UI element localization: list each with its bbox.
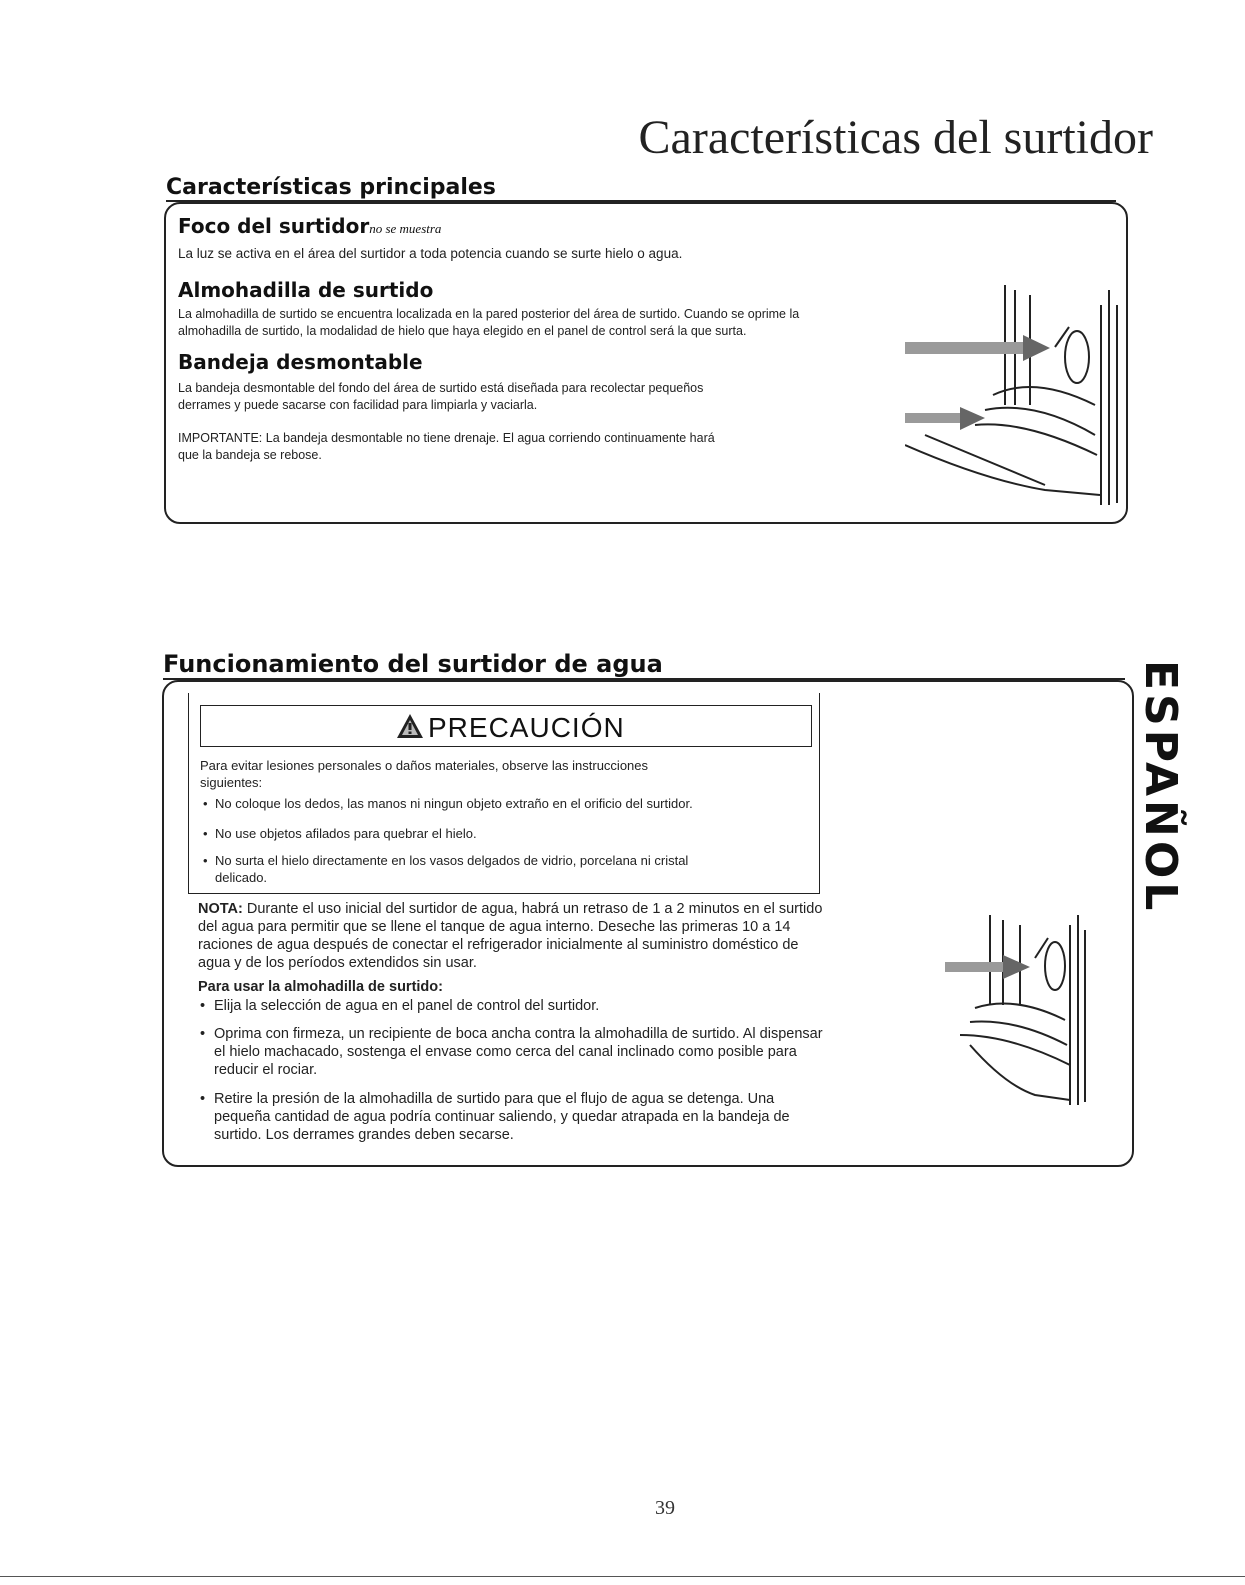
water-section-title: Funcionamiento del surtidor de agua [163, 650, 663, 678]
dispenser-illustration [905, 285, 1130, 510]
caution-bullet-3: • No surta el hielo directamente en los vasos delgados de vidrio, porcelana ni cristal [215, 852, 688, 869]
language-side-tab: ESPAÑOL [1135, 660, 1186, 915]
usage-title-text: Para usar la almohadilla de surtido: [198, 979, 443, 995]
light-heading [178, 214, 441, 238]
caution-title: PRECAUCIÓN [428, 712, 625, 743]
usage-step-1: • Elija la selección de agua en el panel de control del surtidor. [214, 997, 599, 1015]
tray-important-line1 [178, 430, 715, 447]
bottom-scan-line [0, 1576, 1245, 1577]
caution-bullet-1: • No coloque los dedos, las manos ni ningun objeto extraño en el orificio del surtidor. [215, 795, 693, 812]
note-line-1 [198, 900, 822, 918]
caution-intro-line1: Para evitar lesiones personales o daños materiales, observe las instrucciones [200, 758, 649, 773]
tray-important-line2: que la bandeja se rebose. [178, 448, 322, 462]
note-line-2: del agua para permitir que se llene el tanque de agua interno. Deseche las primeras 10 a 14 [198, 919, 791, 935]
water-dispenser-illustration [945, 910, 1105, 1120]
caution-intro-line2: siguientes: [200, 775, 263, 790]
pad-text-line2: almohadilla de surtido, la modalidad de hielo que haya elegido en el panel de control será la que surta. [178, 324, 747, 338]
note-line-3: raciones de agua después de conectar el refrigerador inicialmente al suministro doméstico de [198, 937, 799, 953]
usage-title [198, 978, 443, 996]
important-text: La bandeja desmontable no tiene drenaje. El agua corriendo continuamente hará [265, 431, 715, 445]
note-line-1-text: Durante el uso inicial del surtidor de agua, habrá un retraso de 1 a 2 minutos en el surtido [246, 901, 823, 917]
page-number: 39 [655, 1497, 675, 1519]
tray-text-line2: derrames y puede sacarse con facilidad para limpiarla y vaciarla. [178, 398, 538, 412]
caution-bullet-3-cont: delicado. [215, 870, 268, 885]
tray-text-line1: La bandeja desmontable del fondo del área de surtido está diseñada para recolectar pequeños [178, 381, 704, 395]
features-section-title: Características principales [166, 175, 496, 200]
light-heading-note: no se muestra [369, 221, 442, 236]
warning-triangle-icon [395, 712, 425, 740]
usage-step-2: • Oprima con firmeza, un recipiente de boca ancha contra la almohadilla de surtido. Al dispensar [214, 1025, 823, 1043]
usage-step-2-cont-1: el hielo machacado, sostenga el envase como cerca del canal inclinado como posible para [214, 1044, 797, 1060]
usage-step-3-cont-2: surtido. Los derrames grandes deben secarse. [214, 1127, 514, 1143]
pad-text-line1: La almohadilla de surtido se encuentra localizada en la pared posterior del área de surtido. Cuando se oprime la [178, 307, 800, 321]
usage-step-2-cont-2: reducir el rociar. [214, 1062, 318, 1078]
note-line-4: agua y de los períodos extendidos sin usar. [198, 955, 477, 971]
important-label: IMPORTANTE: [178, 431, 263, 445]
usage-step-3-cont-1: pequeña cantidad de agua podría continuar saliendo, y quedar atrapada en la bandeja de [214, 1109, 790, 1125]
light-heading-text: Foco del surtidor [178, 214, 370, 238]
tray-heading: Bandeja desmontable [178, 350, 423, 374]
pad-heading: Almohadilla de surtido [178, 278, 434, 302]
usage-step-3: • Retire la presión de la almohadilla de surtido para que el flujo de agua se detenga. Una [214, 1090, 774, 1108]
page-title: Características del surtidor [638, 111, 1153, 164]
light-text: La luz se activa en el área del surtidor a toda potencia cuando se surte hielo o agua. [178, 246, 683, 261]
note-label: NOTA: [198, 901, 243, 917]
caution-bullet-2: • No use objetos afilados para quebrar el hielo. [215, 825, 477, 842]
